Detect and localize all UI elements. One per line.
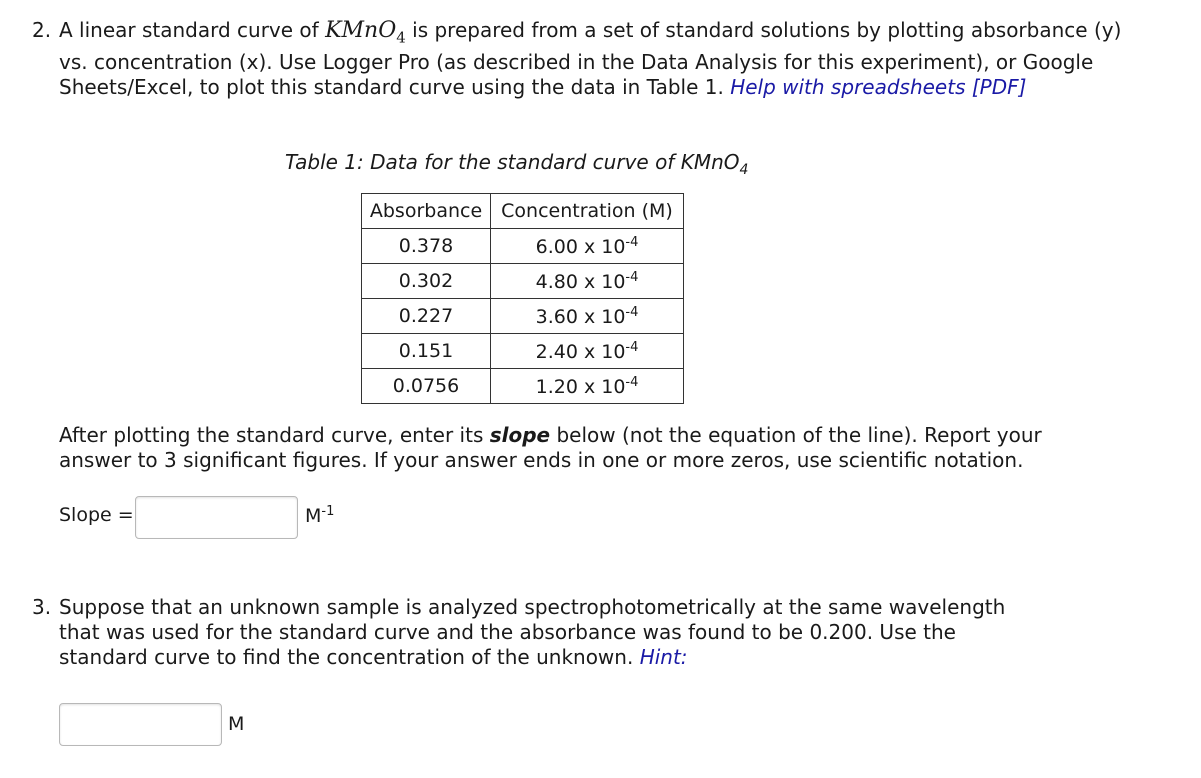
- question-2-number: 2.: [32, 18, 52, 42]
- absorbance-cell: 0.227: [362, 299, 491, 334]
- header-absorbance: Absorbance: [362, 194, 491, 229]
- help-spreadsheets-link[interactable]: Help with spreadsheets [PDF]: [730, 75, 1027, 100]
- kmno4-formula: KMnO$_4$: [325, 18, 406, 47]
- slope-label: Slope =: [59, 504, 134, 526]
- absorbance-cell: 0.0756: [362, 369, 491, 404]
- table-row: [362, 334, 684, 369]
- concentration-cell: 6.00 x $10^{-4}$: [491, 229, 684, 264]
- question-3-number: 3.: [32, 595, 52, 619]
- concentration-input[interactable]: [59, 703, 222, 746]
- hint-link[interactable]: Hint:: [639, 645, 688, 669]
- table-row: [362, 229, 684, 264]
- table-caption: Table 1: Data for the standard curve of KMnO$_4$: [285, 150, 749, 178]
- slope-input[interactable]: [135, 496, 298, 539]
- concentration-cell: 3.60 x $10^{-4}$: [491, 299, 684, 334]
- table-row: [362, 369, 684, 404]
- standard-curve-table: [361, 193, 684, 404]
- slope-instructions: After plotting the standard curve, enter its slope below (not the equation of the line). Report your answer to 3 significant figures. If your answer ends in one or more zeros, use scientific notation.: [59, 423, 1042, 472]
- header-concentration: Concentration (M): [491, 194, 684, 229]
- concentration-cell: 4.80 x $10^{-4}$: [491, 264, 684, 299]
- question-2-text: A linear standard curve of KMnO$_4$ is prepared from a set of standard solutions by plotting absorbance (y) vs. concentration (x). Use Logger Pro (as described in the Data Analysis for this experiment), or Google Sheets/Excel, to plot this standard curve using the data in Table 1. Help with spreadsheets [PDF]: [59, 18, 1122, 100]
- question-2: [32, 18, 1152, 100]
- table-row: [362, 264, 684, 299]
- concentration-cell: 2.40 x $10^{-4}$: [491, 334, 684, 369]
- question-3-text: Suppose that an unknown sample is analyzed spectrophotometrically at the same wavelength that was used for the standard curve and the absorbance was found to be 0.200. Use the standard curve to find the concentration of the unknown. Hint:: [59, 595, 1006, 669]
- absorbance-cell: 0.151: [362, 334, 491, 369]
- table-row: [362, 299, 684, 334]
- question-3: [32, 595, 1152, 670]
- table-header-row: [362, 194, 684, 229]
- slope-unit: $M^{-1}$: [305, 504, 335, 527]
- absorbance-cell: 0.302: [362, 264, 491, 299]
- concentration-cell: 1.20 x $10^{-4}$: [491, 369, 684, 404]
- absorbance-cell: 0.378: [362, 229, 491, 264]
- concentration-unit: M: [228, 713, 245, 735]
